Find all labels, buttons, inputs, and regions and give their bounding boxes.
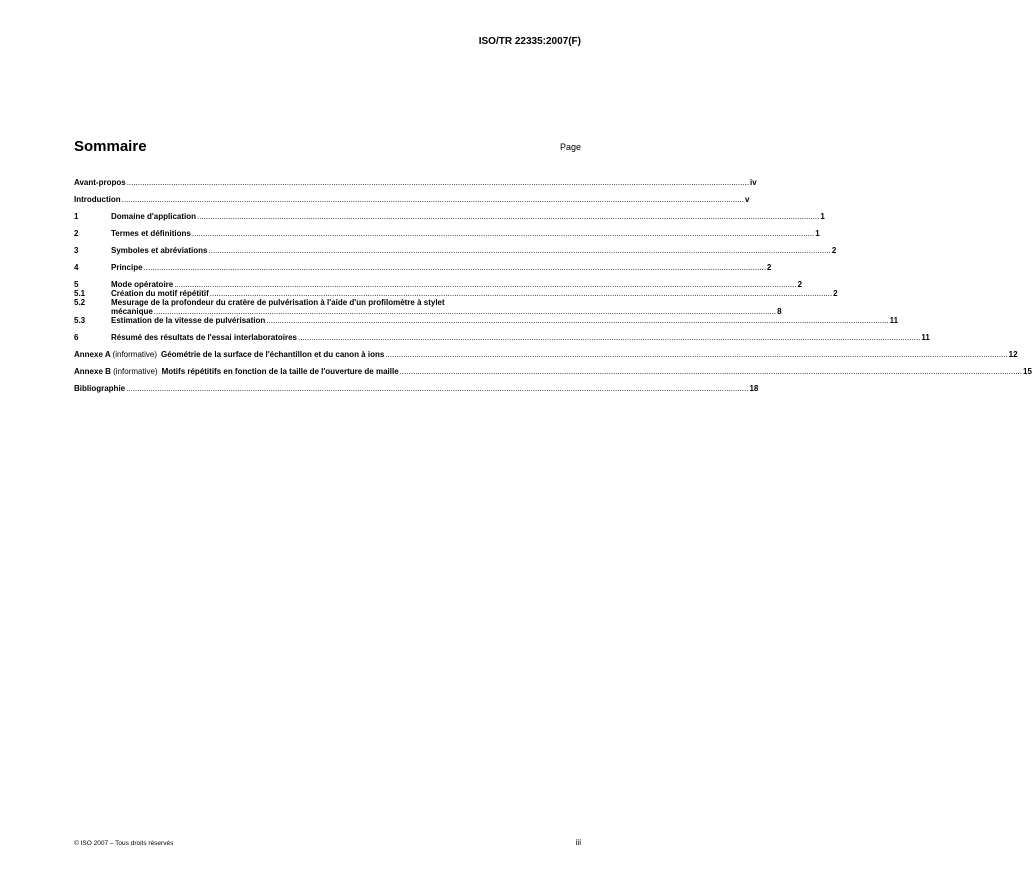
leader-dots: [144, 263, 766, 272]
toc-entry-title: Principe: [111, 263, 143, 272]
toc-entry-5-1[interactable]: [74, 289, 838, 298]
toc-entry-title: Résumé des résultats de l'essai interlaboratoires: [111, 333, 297, 342]
toc-entry-title: Avant-propos: [74, 178, 126, 187]
toc-entry-page: 12: [1008, 350, 1018, 359]
toc-entry-title-continued: mécanique: [111, 307, 153, 316]
toc-entry-number: 3: [74, 246, 79, 255]
annex-informative: (informative): [112, 350, 157, 359]
toc-entry-number: 4: [74, 263, 79, 272]
toc-entry-4[interactable]: [74, 263, 772, 272]
toc-entry-3[interactable]: [74, 246, 837, 255]
toc-entry-number: 1: [74, 212, 79, 221]
toc-entry-number: 5.2: [74, 298, 86, 307]
toc-entry-title: Domaine d'application: [111, 212, 197, 221]
toc-entry-title: Bibliographie: [74, 384, 126, 393]
toc-entry-title: Mesurage de la profondeur du cratère de pulvérisation à l'aide d'un profilomètre à stylet: [111, 298, 445, 307]
leader-dots: [154, 307, 776, 316]
toc-annex-label: [74, 350, 157, 359]
toc-entry-5-2[interactable]: [74, 298, 782, 316]
annex-name: Annexe B: [74, 367, 111, 376]
toc-title: Sommaire: [74, 138, 147, 155]
footer-page-number: iii: [575, 838, 581, 847]
toc-entry-annex-b[interactable]: [74, 367, 1032, 376]
annex-informative: (informative): [113, 367, 158, 376]
leader-dots: [197, 212, 819, 221]
toc-entry-page: 18: [749, 384, 759, 393]
leader-dots: [208, 246, 830, 255]
page-column-label: Page: [559, 142, 581, 152]
toc-entry-number: 5.1: [74, 289, 86, 298]
toc-entry-introduction[interactable]: [74, 195, 750, 204]
toc-entry-page: 2: [831, 246, 837, 255]
table-of-contents: [74, 178, 1032, 393]
document-id-header: ISO/TR 22335:2007(F): [478, 36, 581, 47]
toc-entry-number: 2: [74, 229, 79, 238]
toc-annex-label: [74, 367, 158, 376]
toc-entry-2[interactable]: [74, 229, 820, 238]
toc-entry-6[interactable]: [74, 333, 930, 342]
toc-entry-title: Symboles et abréviations: [111, 246, 208, 255]
toc-entry-title: Création du motif répétitif: [111, 289, 209, 298]
toc-entry-page: 11: [921, 333, 930, 342]
toc-entry-page: 2: [797, 280, 803, 289]
toc-entry-page: iv: [750, 178, 757, 187]
leader-dots: [385, 350, 1007, 359]
annex-name: Annexe A: [74, 350, 111, 359]
toc-entry-number: 5: [74, 280, 79, 289]
leader-dots: [127, 178, 749, 187]
footer-copyright: © ISO 2007 – Tous droits réservés: [74, 840, 174, 847]
toc-entry-title: Motifs répétitifs en fonction de la taille de l'ouverture de maille: [161, 367, 399, 376]
toc-entry-page: 11: [889, 316, 899, 325]
toc-entry-avant-propos[interactable]: [74, 178, 757, 187]
toc-entry-page: 2: [833, 289, 838, 298]
toc-entry-1[interactable]: [74, 212, 825, 221]
toc-entry-page: 15: [1023, 367, 1032, 376]
toc-entry-bibliographie[interactable]: [74, 384, 759, 393]
toc-entry-title: Mode opératoire: [111, 280, 174, 289]
toc-entry-page: v: [745, 195, 750, 204]
leader-dots: [400, 367, 1022, 376]
toc-entry-page: 8: [777, 307, 782, 316]
toc-entry-title: Géométrie de la surface de l'échantillon et du canon à ions: [161, 350, 385, 359]
toc-entry-number: 6: [74, 333, 79, 342]
toc-entry-page: 1: [815, 229, 820, 238]
leader-dots: [192, 229, 814, 238]
toc-entry-title: Termes et définitions: [111, 229, 191, 238]
toc-entry-page: 1: [820, 212, 825, 221]
leader-dots: [298, 333, 920, 342]
toc-entry-title: Estimation de la vitesse de pulvérisation: [111, 316, 266, 325]
leader-dots: [210, 289, 832, 298]
toc-entry-annex-a[interactable]: [74, 350, 1018, 359]
toc-entry-number: 5.3: [74, 316, 86, 325]
toc-entry-5-3[interactable]: [74, 316, 899, 325]
leader-dots: [174, 280, 796, 289]
toc-entry-5[interactable]: [74, 280, 803, 289]
leader-dots: [126, 384, 748, 393]
leader-dots: [122, 195, 744, 204]
toc-entry-title: Introduction: [74, 195, 121, 204]
toc-entry-page: 2: [766, 263, 772, 272]
leader-dots: [266, 316, 888, 325]
